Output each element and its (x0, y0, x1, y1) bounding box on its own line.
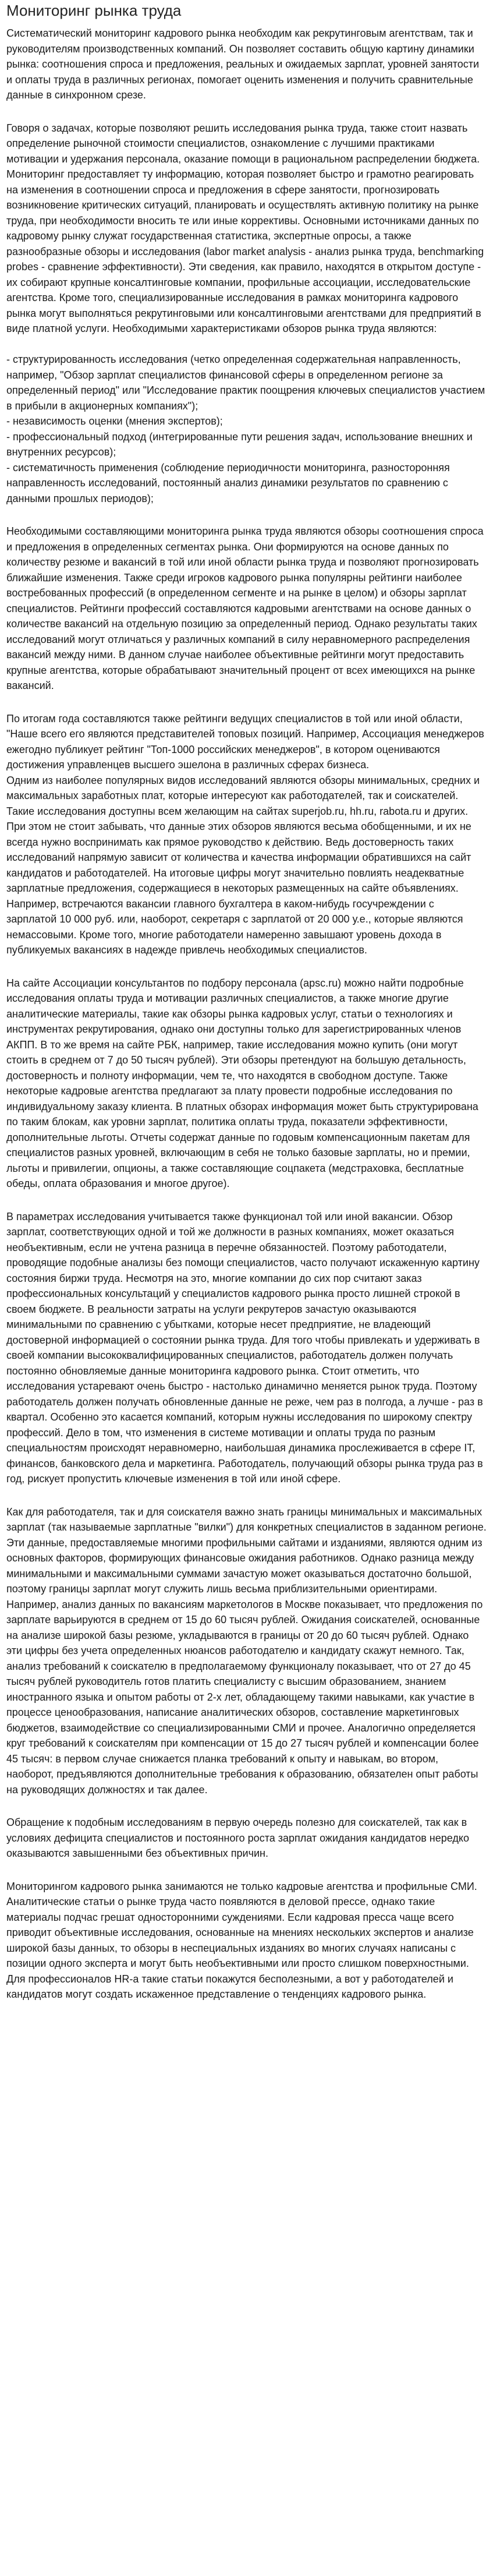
paragraph: Систематический мониторинг кадрового рынка необходим как рекрутинговым агентствам, так и руководителям производственных компаний. Он позволяет составить общую картину динамики рынка: соотношения спроса и предложения, реальных и ожидаемых зарплат, уровней занятости и оплаты труда в различных регионах, помогает оценить изменения и получить сравнительные данные в синхронном срезе. (6, 27, 480, 101)
paragraph: Обращение к подобным исследованиям в первую очередь полезно для соискателей, так как в условиях дефицита специалистов и постоянного роста зарплат ожидания кандидатов нередко оказываются завышенными без объективных причин. (6, 1817, 469, 1859)
paragraph: На сайте Ассоциации консультантов по подбору персонала (apsc.ru) можно найти подробные исследования оплаты труда и мотивации различных специалистов, а также многие другие аналитические материалы, такие как обзоры рынка кадровых услуг, статьи о технологиях и инструментах рекрутирования, однако они доступны только для зарегистрированных членов АКПП. В то же время на сайте РБК, например, такие исследования можно купить (они могут стоить в среднем от 7 до 50 тысяч рублей). Эти обзоры претендуют на большую детальность, достоверность и полноту информации, чем те, что находятся в свободном доступе. Также некоторые кадровые агентства предлагают за плату провести подробные исследования по индивидуальному заказу клиента. В платных обзорах информация может быть структурирована по таким блокам, как уровни зарплат, политика оплаты труда, показатели эффективности, дополнительные льготы. Отчеты содержат данные по годовым компенсационным пакетам для специалистов разных уровней, включающим в себя не только базовые зарплаты, но и премии, льготы и привилегии, опционы, а также составляющие соцпакета (медстраховка, бесплатные обеды, оплата образования и многое другое). (6, 977, 478, 1189)
paragraph: Говоря о задачах, которые позволяют решить исследования рынка труда, также стоит назвать определение рыночной стоимости специалистов, ознакомление с лучшими практиками мотивации и удержания персонала, оказание помощи в рациональном распределении бюджета. Мониторинг предоставляет ту информацию, которая позволяет быстро и грамотно реагировать на изменения в соотношении спроса и предложения в сфере занятости, прогнозировать возникновение критических ситуаций, планировать и осуществлять активную политику на рынке труда, при необходимости вносить те или иные коррективы. Основными источниками данных по кадровому рынку служат государственная статистика, экспертные опросы, а также разнообразные обзоры и исследования (labor market analysis - анализ рынка труда, benchmarking probes - сравнение эффективности). Эти сведения, как правило, находятся в открытом доступе - их собирают крупные консалтинговые компании, профильные ассоциации, исследовательские агентства. Кроме того, специализированные исследования в рамках мониторинга кадрового рынка могут выполняться рекрутинговыми или консалтинговыми агентствами для предприятий в виде платной услуги. Необходимыми характеристиками обзоров рынка труда являются: - структурированность исследования (четко определенная содержательная направленность, например, "Обзор зарплат специалистов финансовой сферы в определенном регионе за определенный период" или "Исследование практик поощрения ключевых специалистов участием в прибыли в акционерных компаниях"); - независимость оценки (мнения экспертов); - профессиональный подход (интегрированные пути решения задач, использование внешних и внутренних ресурсов); - систематичность применения (соблюдение периодичности мониторинга, разносторонняя направленность исследований, постоянный анализ динамики результатов по сравнению с данными прошлых периодов); (6, 122, 485, 504)
paragraph: По итогам года составляются также рейтинги ведущих специалистов в той или иной области, "Наше всего его являются представителей топовых позиций. Например, Ассоциация менеджеров ежегодно публикует рейтинг "Топ-1000 российских менеджеров", в котором оцениваются достижения управленцев высшего эшелона в различных сферах бизнеса. Одним из наиболее популярных видов исследований являются обзоры минимальных, средних и максимальных заработных плат, которые интересуют как работодателей, так и соискателей. Такие исследования доступны всем желающим на сайтах superjob.ru, hh.ru, rabota.ru и других. При этом не стоит забывать, что данные этих обзоров являются весьма обобщенными, и их не всегда нужно воспринимать как прямое руководство к действию. Ведь достоверность таких исследований напрямую зависит от количества и качества информации обратившихся на сайт кандидатов и работодателей. На итоговые цифры могут значительно повлиять неадекватные зарплатные предложения, содержащиеся в некоторых размещенных на сайте объявлениях. Например, встречаются вакансии главного бухгалтера в каком-нибудь госучреждении с зарплатой 10 000 руб. или, наоборот, секретаря с зарплатой от 20 000 у.е., которые являются немассовыми. Кроме того, многие работодатели намеренно завышают уровень дохода в публикуемых вакансиях в надежде привлечь необходимых специалистов. (6, 712, 484, 956)
paragraph: Мониторингом кадрового рынка занимаются не только кадровые агентства и профильные СМИ. Аналитические статьи о рынке труда часто появляются в деловой прессе, однако такие материалы подчас грешат односторонними суждениями. Если кадровая пресса чаще всего приводит объективные исследования, основанные на мнениях нескольких экспертов и анализе широкой базы данных, то обзоры в неспециальных изданиях во многих случаях написаны с позиции одного эксперта и могут быть необъективными или просто слишком поверхностными. Для профессионалов HR-а такие статьи покажутся бесполезными, а вот у работодателей и кандидатов могут создать искаженное представление о тенденциях кадрового рынка. (6, 1880, 477, 2000)
paragraph: Как для работодателя, так и для соискателя важно знать границы минимальных и максимальных зарплат (так называемые зарплатные "вилки") для конкретных специалистов в заданном регионе. Эти данные, предоставляемые многими профильными сайтами и изданиями, являются одним из основных факторов, формирующих финансовые ожидания работников. Однако разница между минимальными и максимальными суммами зачастую может оказываться достаточно большой, поэтому границы зарплат могут служить лишь весьма приблизительными ориентирами. Например, анализ данных по вакансиям маркетологов в Москве показывает, что предложения по зарплате варьируются в среднем от 15 до 60 тысяч рублей. Ожидания соискателей, основанные на анализе широкой базы резюме, укладываются в границы от 20 до 60 тысяч рублей. Однако эти цифры без учета определенных нюансов работодателю и кандидату скажут немного. Так, анализ требований к соискателю в предполагаемому функционалу показывает, что от 27 до 45 тысяч рублей руководитель готов платить специалисту с высшим образованием, знанием иностранного языка и опытом работы от 2-х лет, обладающему такими навыками, как участие в процессе ценообразования, написание аналитических обзоров, составление маркетинговых бюджетов, взаимодействие со специализированными СМИ и прочее. Аналогично определяется круг требований к соискателям при компенсации от 15 до 27 тысяч рублей и компенсации более 45 тысяч: в первом случае снижается планка требований к опыту и навыкам, во втором, наоборот, предъявляются дополнительные требования к образованию, обязателен опыт работы на руководящих должностях и так далее. (6, 1506, 487, 1796)
page-title: Мониторинг рынка труда (6, 2, 182, 19)
paragraph: В параметрах исследования учитывается также функционал той или иной вакансии. Обзор зарплат, соответствующих одной и той же должности в разных компаниях, может оказаться необъективным, если не учтена разница в перечне обязанностей. Поэтому работодатели, проводящие подобные анализы без помощи специалистов, часто получают искаженную картину состояния биржи труда. Несмотря на это, многие компании до сих пор считают заказ профессиональных консультаций у специалистов кадрового рынка просто лишней строкой в своем бюджете. В реальности затраты на услуги рекрутеров зачастую оказываются минимальными по сравнению с убытками, которые несет предприятие, не владеющий достоверной информацией о состоянии рынка труда. Для того чтобы привлекать и удерживать в своей компании высококвалифицированных специалистов, работодатель должен получать постоянно обновляемые данные мониторинга кадрового рынка. Стоит отметить, что исследования устаревают очень быстро - настолько динамично меняется рынок труда. Поэтому работодатель должен получать обновленные данные не реже, чем раз в полгода, а лучше - раз в квартал. Особенно это касается компаний, которым нужны исследования по широкому спектру профессий. Дело в том, что изменения в системе мотивации и оплаты труда по разным специальностям происходят неравномерно, наибольшая динамика прослеживается в сфере IT, финансов, банковского дела и маркетинга. Работодатель, получающий обзоры рынка труда раз в год, рискует пропустить ключевые изменения в той или иной сфере. (6, 1210, 483, 1485)
paragraph: Необходимыми составляющими мониторинга рынка труда являются обзоры соотношения спроса и предложения в определенных сегментах рынка. Они формируются на основе данных по количеству резюме и вакансий в той или иной области рынка труда и позволяют прогнозировать ближайшие изменения. Также среди игроков кадрового рынка популярны рейтинги наиболее востребованных профессий (в определенном сегменте и на рынке в целом) и обзоры зарплат специалистов. Рейтинги профессий составляются кадровыми агентствами на основе данных о количестве вакансий на отдельную позицию за определенный период. Однако результаты таких исследований могут отличаться у различных компаний в силу неравномерного распределения вакансий между ними. В данном случае наиболее объективные рейтинги могут предоставить крупные агентства, которые обрабатывают значительный процент от всех имеющихся на рынке вакансий. (6, 525, 484, 691)
